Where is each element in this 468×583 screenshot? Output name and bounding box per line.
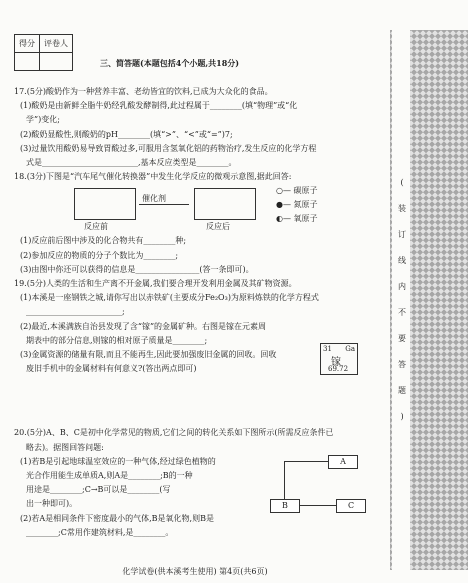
after-box [194, 188, 256, 220]
q20-part1b: 光合作用能生成单质A,则A是________;B的一种 [26, 471, 193, 481]
q20-part2: (2)若A是相同条件下密度最小的气体,B是氧化物,则B是 [20, 513, 214, 523]
q19-stem: 19.(5分)人类的生活和生产离不开金属,我们要合理开发利用金属及其矿物资源。 [14, 279, 297, 289]
arrow-b-to-a [284, 461, 329, 500]
atomic-number: 31 [323, 345, 332, 353]
section-title: 三、简答题(本题包括4个小题,共18分) [100, 58, 240, 68]
node-b: B [270, 499, 300, 513]
binding-notice: ( 装 订 线 内 不 要 答 题 ) [398, 178, 406, 421]
reaction-arrow [139, 204, 189, 205]
q20-part1c: 用途是________;C→B可以是________(写 [26, 485, 171, 495]
answer-space[interactable] [14, 376, 386, 426]
q17-part3b: 式是________________________,基本反应类型是________。 [26, 158, 237, 168]
q18-part2: (2)参加反应的物质的分子个数比为________; [20, 250, 179, 260]
element-name: 镓 [331, 357, 341, 368]
gallium-element-card [320, 343, 358, 375]
q19-part3: (3)金属资源的储量有限,而且不能再生,因此要加强废旧金属的回收。回收 [20, 350, 277, 360]
grader-cell[interactable] [40, 53, 73, 71]
q20-stem: 20.(5分)A、B、C是初中化学常见的物质,它们之间的转化关系如下图所示(所需反应条件已 [14, 428, 334, 438]
before-box [74, 188, 136, 220]
q20-part1: (1)若B是引起地球温室效应的一种气体,经过绿色植物的 [20, 456, 216, 466]
score-table [14, 34, 73, 71]
q18-part3: (3)由图中你还可以获得的信息是________________(答一条即可)。 [20, 264, 254, 274]
q18-part1: (1)反应前后图中涉及的化合物共有________种; [20, 236, 187, 246]
before-label: 反应前 [84, 222, 108, 232]
q20-stem-b: 略去)。据图回答问题: [26, 442, 104, 452]
q17-part1: (1)酸奶是由新鲜全脂牛奶经乳酸发酵制得,此过程属于________(填“物理”或“化 [20, 101, 298, 111]
q19-part2b: 期表中的部分信息,则镓的相对原子质量是________; [26, 335, 208, 345]
q18-diagram [14, 184, 386, 234]
q17-part2: (2)酸奶显酸性,则酸奶的pH________(填“>”、“<”或“=”)7; [20, 129, 233, 139]
q19-part1: (1)本溪是一座钢铁之城,请你写出以赤铁矿(主要成分Fe₂O₃)为原料炼铁的化学方程式 [20, 293, 319, 303]
q19-part3b: 废旧手机中的金属材料有何意义?(答出两点即可) [26, 364, 197, 374]
q17-part3: (3)过量饮用酸奶易导致胃酸过多,可服用含氢氧化铝的药物治疗,发生反应的化学方程 [20, 143, 317, 153]
atomic-mass: 69.72 [328, 365, 349, 373]
q17-stem: 17.(5分)酸奶作为一种营养丰富、老幼皆宜的饮料,已成为大众化的食品。 [14, 87, 273, 96]
arrow-b-to-c [300, 505, 336, 506]
q19-part1b: ________________________; [26, 307, 125, 317]
element-symbol: Ga [345, 345, 355, 353]
score-header: 得分 [15, 35, 40, 53]
conversion-diagram [260, 455, 370, 525]
q19-part2: (2)最近,本溪满族自治县发现了含“镓”的金属矿种。右图是镓在元素周 [20, 321, 267, 331]
legend-oxygen: ◐— 氧原子 [276, 214, 318, 224]
node-c: C [336, 499, 366, 513]
q20-part1d: 出一种即可)。 [26, 499, 78, 509]
catalyst-label: 催化剂 [142, 194, 166, 204]
node-a: A [328, 455, 358, 469]
legend-carbon: ○— 碳原子 [276, 186, 318, 196]
q20-part2b: ________;C常用作建筑材料,是________。 [26, 527, 174, 537]
q18-stem: 18.(3分)下图是“汽车尾气催化转换器”中发生化学反应的微观示意图,据此回答: [14, 172, 292, 182]
page-footer: 化学试卷(供本溪考生使用) 第4页(共6页) [122, 567, 268, 576]
score-cell[interactable] [15, 53, 40, 71]
q17-part1b: 学”)变化; [26, 115, 60, 125]
legend-nitrogen: ●— 氮原子 [276, 200, 318, 210]
grader-header: 评卷人 [40, 35, 73, 53]
after-label: 反应后 [206, 222, 230, 232]
